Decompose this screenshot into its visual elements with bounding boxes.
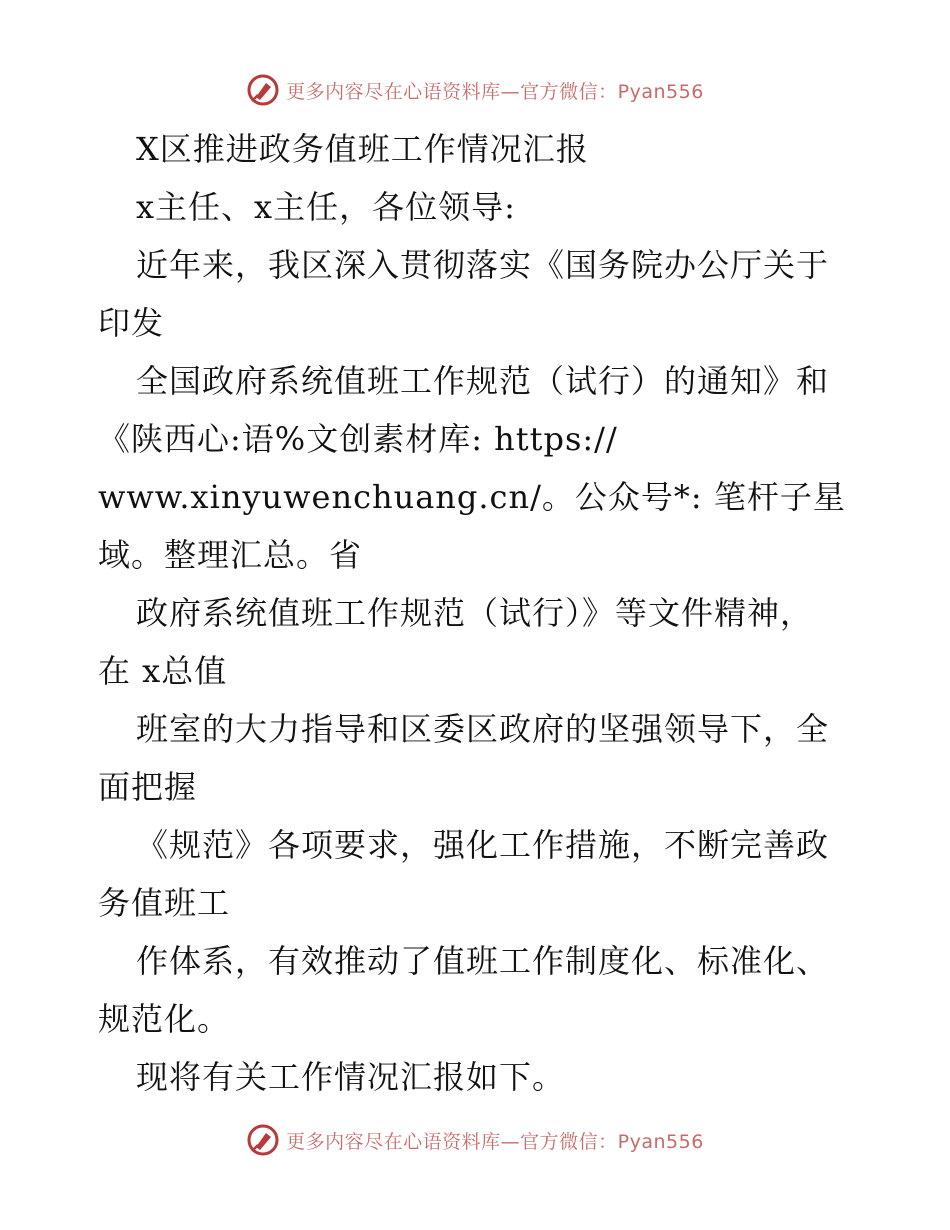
- paragraph-line: 政府系统值班工作规范（试行）》等文件精神，: [136, 594, 814, 632]
- paragraph-line: 《规范》各项要求，强化工作措施，不断完善政: [136, 826, 830, 864]
- document-body: [98, 120, 868, 1106]
- paragraph-line: 近年来，我区深入贯彻落实《国务院办公厅关于: [136, 246, 830, 284]
- paragraph-line: 面把握: [98, 768, 198, 806]
- pen-nib-logo-icon: [246, 1123, 280, 1157]
- paragraph-line: 班室的大力指导和区委区政府的坚强领导下，全: [136, 710, 830, 748]
- paragraph-line: 作体系，有效推动了值班工作制度化、标准化、: [136, 942, 830, 980]
- paragraph-line: 全国政府系统值班工作规范（试行）的通知》和: [136, 362, 830, 400]
- header-banner-text: 更多内容尽在心语资料库—官方微信：Pyan556: [286, 80, 704, 103]
- footer-banner: [0, 1120, 950, 1160]
- footer-banner-text: 更多内容尽在心语资料库—官方微信：Pyan556: [286, 1130, 704, 1153]
- paragraph-line: 《陕西心:语%文创素材库: https://: [98, 420, 618, 458]
- paragraph-line: 现将有关工作情况汇报如下。: [136, 1058, 566, 1096]
- header-banner: [0, 70, 950, 110]
- paragraph-line: 域。整理汇总。省: [98, 536, 363, 574]
- pen-nib-logo-icon: [246, 73, 280, 107]
- salutation: x主任、x主任，各位领导:: [136, 188, 516, 226]
- paragraph-line: 规范化。: [98, 1000, 231, 1038]
- paragraph-line: 印发: [98, 304, 165, 342]
- paragraph-line: 在 x总值: [98, 652, 228, 690]
- paragraph-line: www.xinyuwenchuang.cn/。公众号*: 笔杆子星: [98, 478, 846, 516]
- document-title: X区推进政务值班工作情况汇报: [136, 130, 589, 168]
- paragraph-line: 务值班工: [98, 884, 231, 922]
